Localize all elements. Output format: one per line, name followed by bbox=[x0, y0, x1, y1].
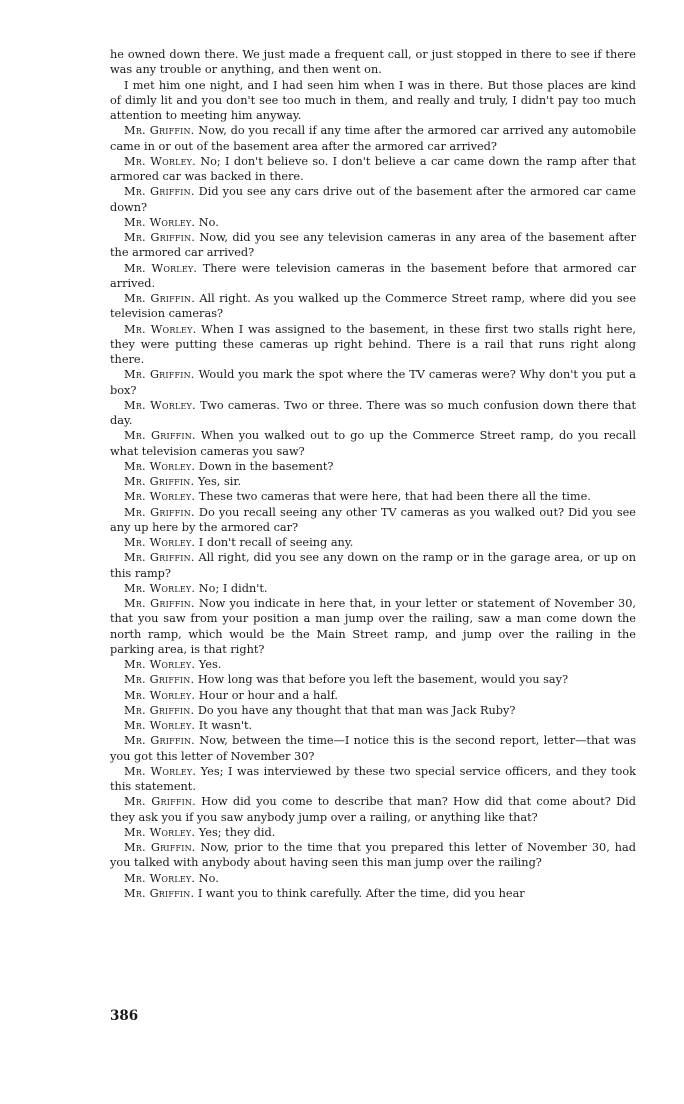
paragraph bbox=[110, 261, 636, 292]
paragraph-text: Down in the basement? bbox=[198, 459, 334, 473]
speaker-label: Mr. Griffin. bbox=[124, 795, 196, 809]
speaker-label: Mr. Griffin. bbox=[124, 551, 195, 565]
paragraph-text: Yes; they did. bbox=[198, 825, 276, 839]
speaker-label: Mr. Worley. bbox=[124, 490, 196, 504]
speaker-label: Mr. Worley. bbox=[124, 764, 197, 778]
paragraph bbox=[110, 47, 636, 78]
paragraph-text: Now, prior to the time that you prepared this letter of November 30, had you talked with anybody about having seen this man jump over the railing? bbox=[110, 841, 637, 870]
paragraph bbox=[110, 535, 636, 550]
paragraph bbox=[110, 78, 636, 124]
paragraph bbox=[110, 871, 636, 886]
paragraph bbox=[110, 840, 636, 871]
paragraph-text: Do you have any thought that that man was Jack Ruby? bbox=[197, 703, 516, 717]
paragraph bbox=[110, 596, 636, 657]
transcript-body bbox=[110, 47, 636, 901]
paragraph-text: No; I didn't. bbox=[198, 581, 268, 595]
speaker-label: Mr. Worley. bbox=[124, 581, 196, 595]
speaker-label: Mr. Worley. bbox=[124, 215, 196, 229]
paragraph-text: Now, do you recall if any time after the armored car arrived any automobile came in or out of the basement area after the armored car arrived? bbox=[110, 124, 637, 153]
paragraph-text: No. bbox=[198, 871, 219, 885]
paragraph-text: Now you indicate in here that, in your letter or statement of November 30, that you saw from your position a man jump over the railing, saw a man come down the north ramp, which would be the Main Street ramp, and jump over the railing in the parking area, is that right? bbox=[110, 597, 637, 656]
paragraph bbox=[110, 474, 636, 489]
speaker-label: Mr. Worley. bbox=[124, 871, 196, 885]
paragraph-text: Now, between the time—I notice this is the second report, letter—that was you got this letter of November 30? bbox=[110, 734, 637, 763]
speaker-label: Mr. Worley. bbox=[124, 398, 196, 412]
speaker-label: Mr. Griffin. bbox=[124, 231, 196, 244]
paragraph-text: he owned down there. We just made a frequent call, or just stopped in there to see if there was any trouble or anything, and then went on. bbox=[110, 48, 636, 77]
speaker-label: Mr. Griffin. bbox=[124, 673, 195, 687]
speaker-label: Mr. Griffin. bbox=[124, 368, 195, 382]
speaker-label: Mr. Worley. bbox=[124, 825, 196, 839]
speaker-label: Mr. Griffin. bbox=[124, 734, 195, 748]
speaker-label: Mr. Worley. bbox=[124, 536, 196, 549]
speaker-label: Mr. Griffin. bbox=[124, 292, 196, 305]
paragraph-text: Yes, sir. bbox=[197, 475, 242, 488]
paragraph-text: Yes. bbox=[198, 658, 222, 671]
paragraph bbox=[110, 367, 636, 398]
paragraph bbox=[110, 825, 636, 840]
paragraph-text: Now, did you see any television cameras in any area of the basement after the armored car arrived? bbox=[110, 231, 637, 260]
paragraph bbox=[110, 123, 636, 154]
paragraph-text: It wasn't. bbox=[198, 719, 253, 732]
paragraph bbox=[110, 657, 636, 672]
paragraph bbox=[110, 398, 636, 429]
paragraph-text: These two cameras that were here, that had been there all the time. bbox=[198, 490, 591, 504]
paragraph bbox=[110, 718, 636, 733]
paragraph-text: When you walked out to go up the Commerce Street ramp, do you recall what television cameras you saw? bbox=[110, 429, 636, 458]
paragraph bbox=[110, 733, 636, 764]
speaker-label: Mr. Worley. bbox=[124, 261, 198, 275]
paragraph bbox=[110, 550, 636, 581]
paragraph bbox=[110, 215, 636, 230]
speaker-label: Mr. Griffin. bbox=[124, 841, 196, 854]
paragraph-text: When I was assigned to the basement, in these first two stalls right here, they were putting these cameras up right behind. There is a rail that runs right along there. bbox=[110, 322, 636, 366]
paragraph bbox=[110, 184, 636, 215]
speaker-label: Mr. Griffin. bbox=[124, 124, 195, 138]
paragraph-text: All right. As you walked up the Commerce Street ramp, where did you see television cameras? bbox=[110, 292, 637, 321]
paragraph bbox=[110, 322, 636, 368]
speaker-label: Mr. Griffin. bbox=[124, 886, 195, 900]
paragraph bbox=[110, 154, 636, 185]
paragraph-text: All right, did you see any down on the ramp or in the garage area, or up on this ramp? bbox=[110, 551, 636, 580]
paragraph bbox=[110, 688, 636, 703]
paragraph bbox=[110, 291, 636, 322]
paragraph-text: No; I don't believe so. I don't believe a car came down the ramp after that armored car was backed in there. bbox=[110, 154, 636, 183]
paragraph bbox=[110, 672, 636, 687]
paragraph-text: I met him one night, and I had seen him when I was in there. But those places are kind of dimly lit and you don't see too much in them, and really and truly, I didn't pay too much attention to meeting him anyway. bbox=[110, 78, 636, 122]
paragraph bbox=[110, 459, 636, 474]
paragraph bbox=[110, 886, 636, 901]
paragraph bbox=[110, 505, 636, 536]
paragraph-text: Do you recall seeing any other TV cameras as you walked out? Did you see any up here by the armored car? bbox=[110, 505, 636, 534]
paragraph bbox=[110, 581, 636, 596]
paragraph bbox=[110, 428, 636, 459]
paragraph bbox=[110, 794, 636, 825]
paragraph-text: Two cameras. Two or three. There was so much confusion down there that day. bbox=[110, 398, 636, 427]
paragraph-text: Yes; I was interviewed by these two special service officers, and they took this statement. bbox=[110, 764, 636, 793]
speaker-label: Mr. Griffin. bbox=[124, 475, 195, 488]
speaker-label: Mr. Worley. bbox=[124, 719, 196, 732]
speaker-label: Mr. Griffin. bbox=[124, 597, 195, 610]
speaker-label: Mr. Worley. bbox=[124, 322, 197, 336]
paragraph-text: No. bbox=[198, 215, 219, 229]
speaker-label: Mr. Worley. bbox=[124, 154, 196, 168]
paragraph-text: I don't recall of seeing any. bbox=[198, 536, 354, 549]
speaker-label: Mr. Worley. bbox=[124, 658, 196, 671]
paragraph-text: Did you see any cars drive out of the basement after the armored car came down? bbox=[110, 185, 636, 214]
paragraph bbox=[110, 703, 636, 718]
paragraph bbox=[110, 230, 636, 261]
paragraph-text: Hour or hour and a half. bbox=[198, 688, 339, 702]
paragraph-text: Would you mark the spot where the TV cameras were? Why don't you put a box? bbox=[110, 368, 637, 397]
speaker-label: Mr. Griffin. bbox=[124, 703, 195, 717]
speaker-label: Mr. Griffin. bbox=[124, 185, 195, 199]
paragraph bbox=[110, 764, 636, 795]
paragraph-text: How long was that before you left the basement, would you say? bbox=[197, 673, 569, 687]
paragraph-text: I want you to think carefully. After the time, did you hear bbox=[197, 886, 525, 900]
paragraph bbox=[110, 489, 636, 504]
paragraph-text: How did you come to describe that man? How did that come about? Did they ask you if you saw anybody jump over a railing, or anything like that? bbox=[110, 795, 637, 824]
page-number: 386 bbox=[110, 1008, 139, 1024]
speaker-label: Mr. Worley. bbox=[124, 688, 196, 702]
speaker-label: Mr. Griffin. bbox=[124, 429, 196, 443]
paragraph-text: There were television cameras in the basement before that armored car arrived. bbox=[110, 261, 637, 290]
speaker-label: Mr. Griffin. bbox=[124, 505, 195, 519]
speaker-label: Mr. Worley. bbox=[124, 459, 196, 473]
